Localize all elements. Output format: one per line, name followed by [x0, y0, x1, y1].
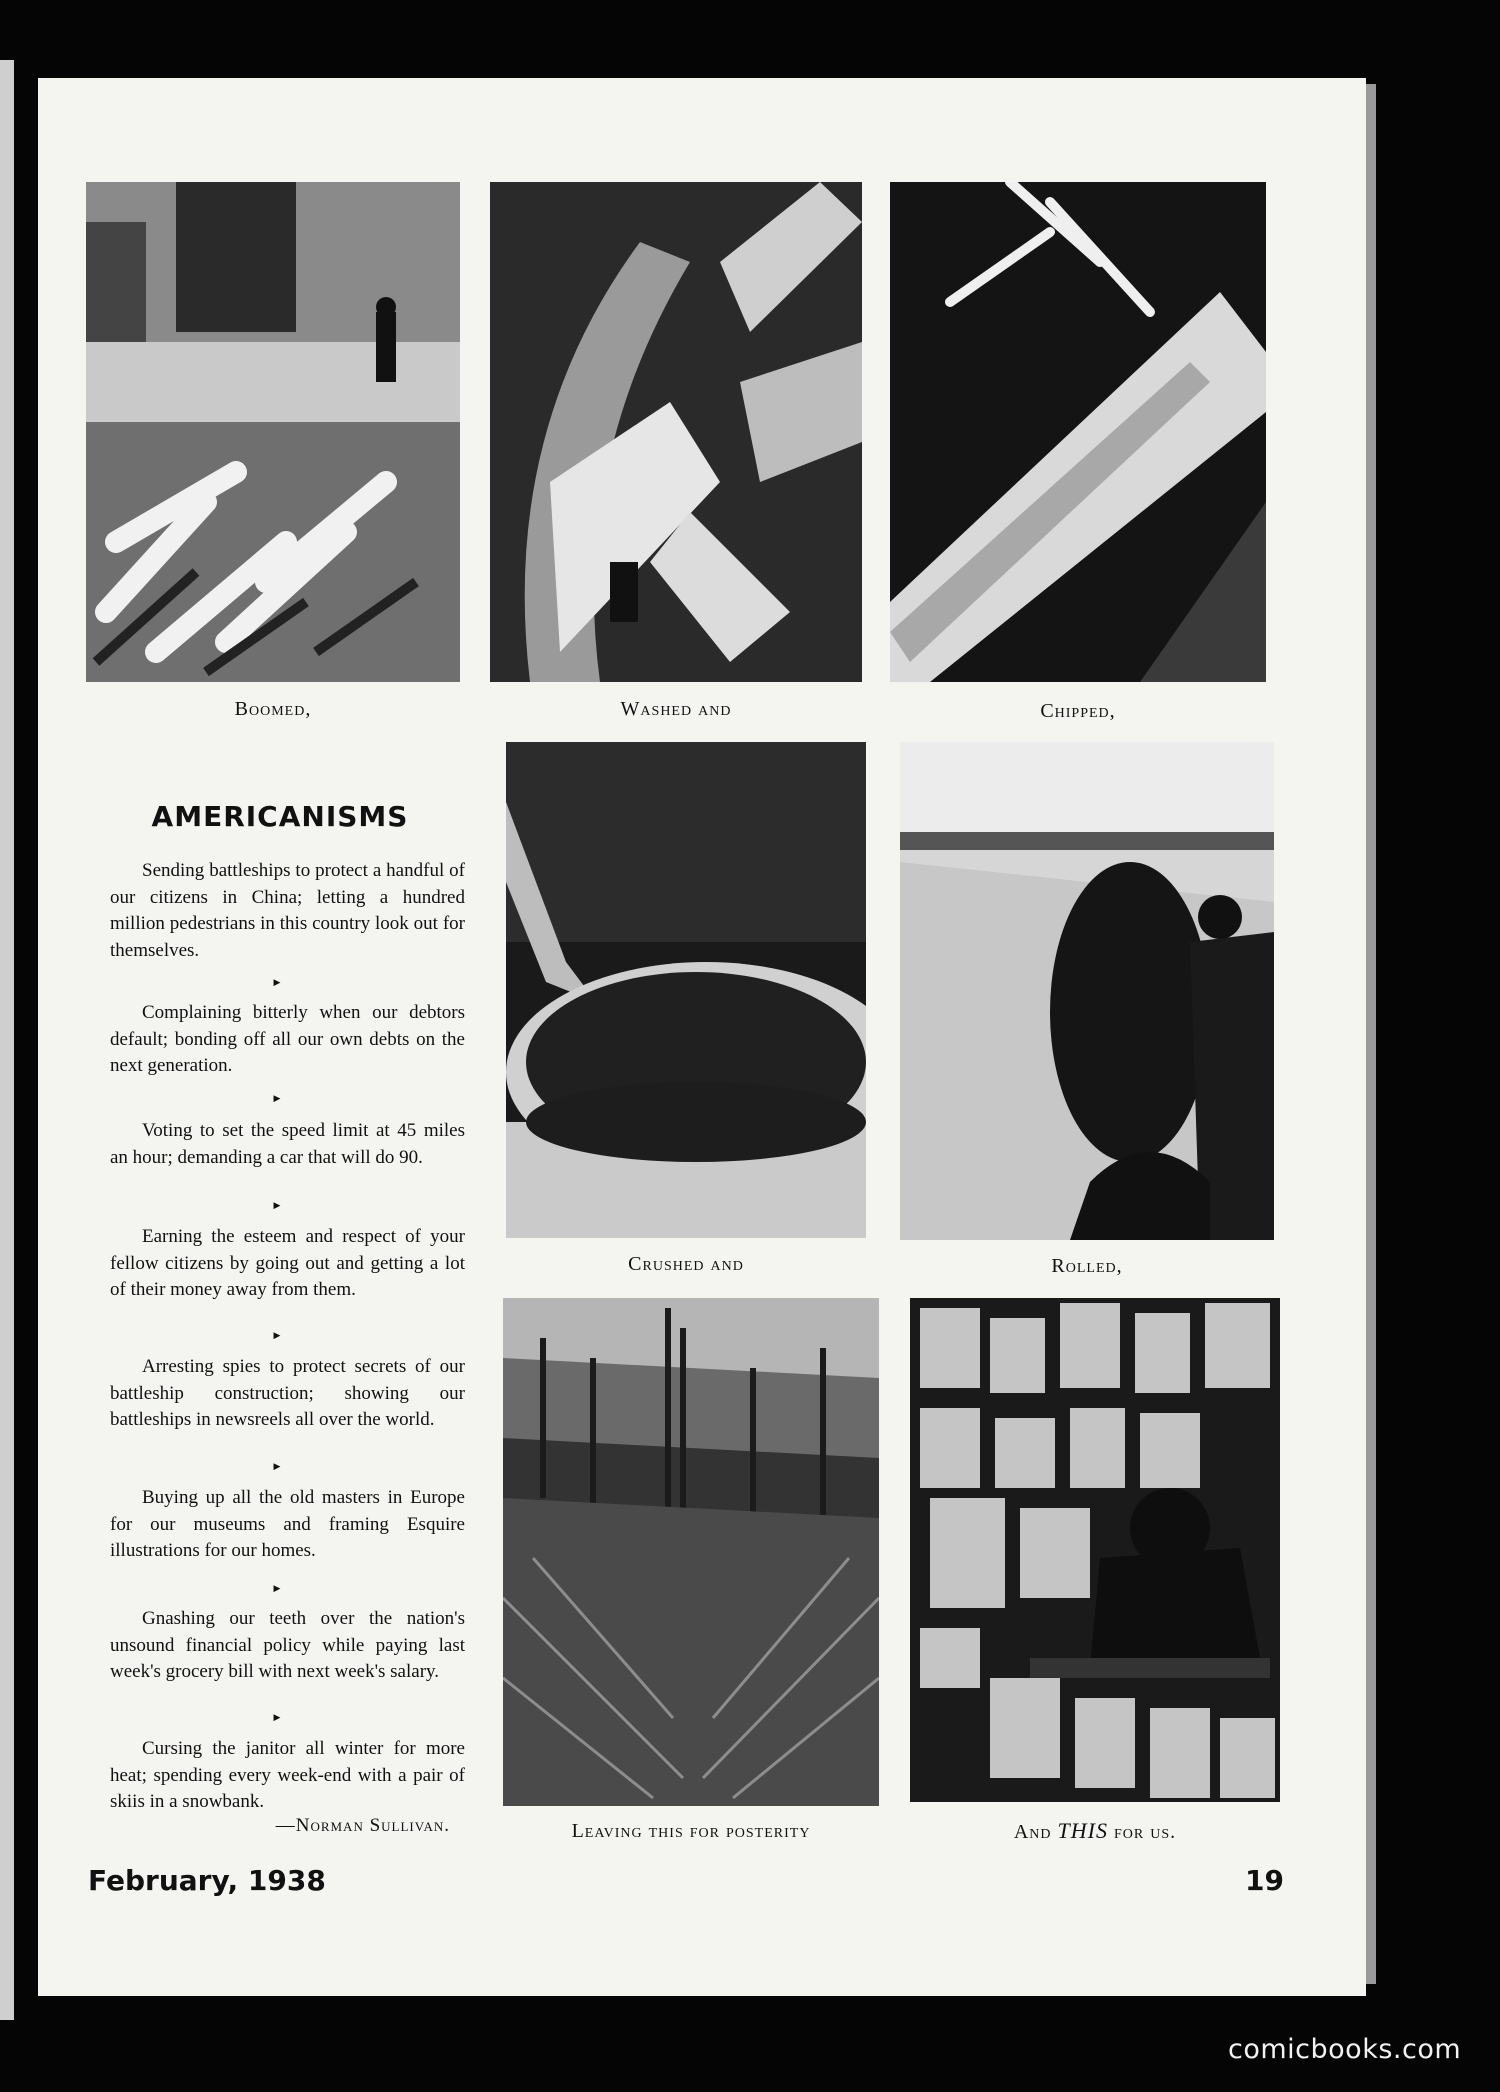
- caption-and-word: And: [1013, 1821, 1052, 1843]
- separator-ornament: [270, 1333, 284, 1338]
- photo-boomed-logs: [86, 182, 460, 682]
- article-paragraph: Complaining bitterly when our debtors default; bonding off all our own debts on the next generation.: [110, 1002, 465, 1076]
- page-number: 19: [1245, 1864, 1284, 1897]
- separator-ornament: [270, 1715, 284, 1720]
- separator-ornament: [270, 980, 284, 985]
- article-paragraph: Cursing the janitor all winter for more heat; spending every week-end with a pair of skiis in a snowbank.: [110, 1738, 465, 1812]
- article-author: —Norman Sullivan.: [275, 1815, 450, 1836]
- caption-washed: Washed and: [620, 698, 732, 720]
- separator-ornament: [270, 1096, 284, 1101]
- article-paragraph: Earning the esteem and respect of your fellow citizens by going out and getting a lot of their money away from them.: [110, 1226, 465, 1300]
- page-shadow: [1366, 84, 1376, 1984]
- caption-chipped: Chipped,: [1040, 700, 1116, 722]
- article-title: AMERICANISMS: [151, 800, 409, 833]
- article-paragraph: Arresting spies to protect secrets of our battleship construction; showing our battleships in newsreels all over the world.: [110, 1356, 465, 1430]
- separator-ornament: [270, 1203, 284, 1208]
- caption-rolled: Rolled,: [1051, 1255, 1123, 1277]
- article-paragraph: Sending battleships to protect a handful of our citizens in China; letting a hundred million pedestrians in this country look out for themselves.: [110, 860, 465, 961]
- photo-crushed-pulp: [506, 742, 866, 1238]
- photo-rolled-paper: [900, 742, 1274, 1240]
- caption-and-this: [910, 1818, 1280, 1844]
- scan-edge: [0, 60, 14, 2020]
- article-paragraph: Gnashing our teeth over the nation's unsound financial policy while paying last week's grocery bill with next week's salary.: [110, 1608, 465, 1682]
- photo-cut-forest: [503, 1298, 879, 1806]
- article-paragraph: Buying up all the old masters in Europe for our museums and framing Esquire illustrations for our homes.: [110, 1487, 465, 1561]
- issue-date: February, 1938: [88, 1864, 326, 1897]
- caption-leaving: Leaving this for posterity: [571, 1820, 811, 1842]
- separator-ornament: [270, 1464, 284, 1469]
- photo-magazine-rack: [910, 1298, 1280, 1802]
- caption-boomed: Boomed,: [234, 698, 312, 720]
- article-paragraph: Voting to set the speed limit at 45 miles an hour; demanding a car that will do 90.: [110, 1120, 465, 1168]
- caption-this-word: THIS: [1057, 1818, 1108, 1843]
- caption-for-us: for us.: [1113, 1821, 1177, 1843]
- caption-crushed: Crushed and: [628, 1253, 744, 1275]
- site-watermark: comicbooks.com: [1228, 2034, 1462, 2065]
- photo-washed-logs: [490, 182, 862, 682]
- separator-ornament: [270, 1586, 284, 1591]
- photo-chipped-wood: [890, 182, 1266, 682]
